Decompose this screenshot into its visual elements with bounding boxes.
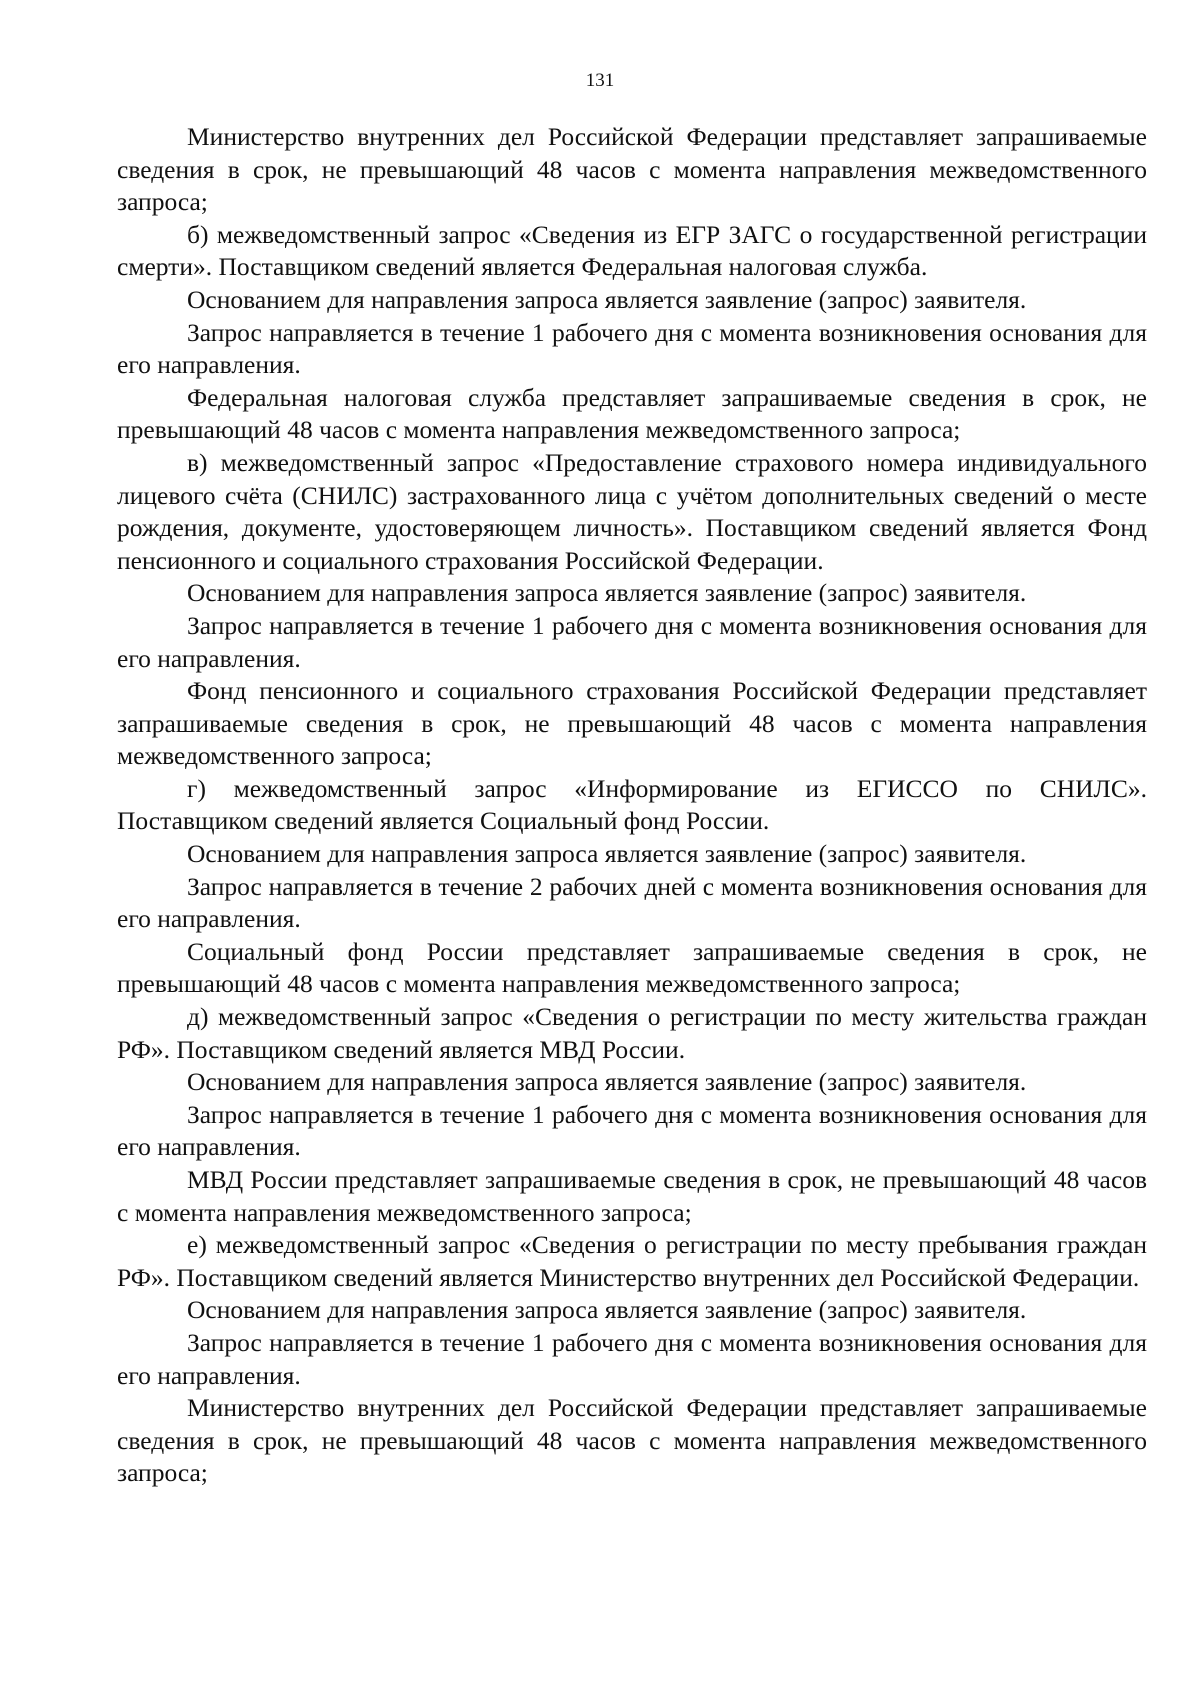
paragraph: г) межведомственный запрос «Информирование из ЕГИССО по СНИЛС». Поставщиком сведений является Социальный фонд России.: [117, 773, 1147, 836]
paragraph: Основанием для направления запроса является заявление (запрос) заявителя.: [187, 578, 1027, 608]
paragraph: Фонд пенсионного и социального страхования Российской Федерации представляет запрашиваемые сведения в срок, не превышающий 48 часов с момента направления межведомственного запроса;: [117, 676, 1147, 771]
document-body: [117, 121, 1147, 1490]
paragraph: Запрос направляется в течение 1 рабочего дня с момента возникновения основания для его направления.: [117, 1099, 1147, 1162]
paragraph: е) межведомственный запрос «Сведения о регистрации по месту пребывания граждан РФ». Поставщиком сведений является Министерство внутренних дел Российской Федерации.: [117, 1230, 1147, 1292]
paragraph: Основанием для направления запроса является заявление (запрос) заявителя.: [187, 839, 1027, 869]
paragraph: Министерство внутренних дел Российской Федерации представляет запрашиваемые сведения в срок, не превышающий 48 часов с момента направления межведомственного запроса;: [117, 122, 1147, 217]
paragraph: Запрос направляется в течение 1 рабочего дня с момента возникновения основания для его направления.: [117, 317, 1147, 380]
paragraph: Основанием для направления запроса является заявление (запрос) заявителя.: [187, 284, 1027, 314]
paragraph: Основанием для направления запроса является заявление (запрос) заявителя.: [187, 1295, 1027, 1325]
paragraph: МВД России представляет запрашиваемые сведения в срок, не превышающий 48 часов с момента направления межведомственного запроса;: [117, 1165, 1147, 1227]
page-number: 131: [585, 70, 615, 91]
paragraph: Социальный фонд России представляет запрашиваемые сведения в срок, не превышающий 48 часов с момента направления межведомственного запроса;: [117, 936, 1147, 999]
paragraph: Запрос направляется в течение 2 рабочих дней с момента возникновения основания для его направления.: [117, 871, 1147, 934]
paragraph: Запрос направляется в течение 1 рабочего дня с момента возникновения основания для его направления.: [117, 1327, 1147, 1390]
paragraph: Федеральная налоговая служба представляет запрашиваемые сведения в срок, не превышающий 48 часов с момента направления межведомственного запроса;: [117, 382, 1147, 445]
paragraph: б) межведомственный запрос «Сведения из ЕГР ЗАГС о государственной регистрации смерти». Поставщиком сведений является Федеральная налоговая служба.: [117, 219, 1147, 282]
paragraph: Министерство внутренних дел Российской Федерации представляет запрашиваемые сведения в срок, не превышающий 48 часов с момента направления межведомственного запроса;: [117, 1393, 1147, 1488]
paragraph: д) межведомственный запрос «Сведения о регистрации по месту жительства граждан РФ». Поставщиком сведений является МВД России.: [117, 1002, 1147, 1064]
paragraph: Основанием для направления запроса является заявление (запрос) заявителя.: [187, 1067, 1027, 1097]
paragraph: в) межведомственный запрос «Предоставление страхового номера индивидуального лицевого счёта (СНИЛС) застрахованного лица с учётом дополнительных сведений о месте рождения, документе, удостоверяющем личность». Поставщиком сведений является Фонд пенсионного и социального страхования Российской Федерации.: [117, 447, 1147, 575]
paragraph: Запрос направляется в течение 1 рабочего дня с момента возникновения основания для его направления.: [117, 610, 1147, 673]
